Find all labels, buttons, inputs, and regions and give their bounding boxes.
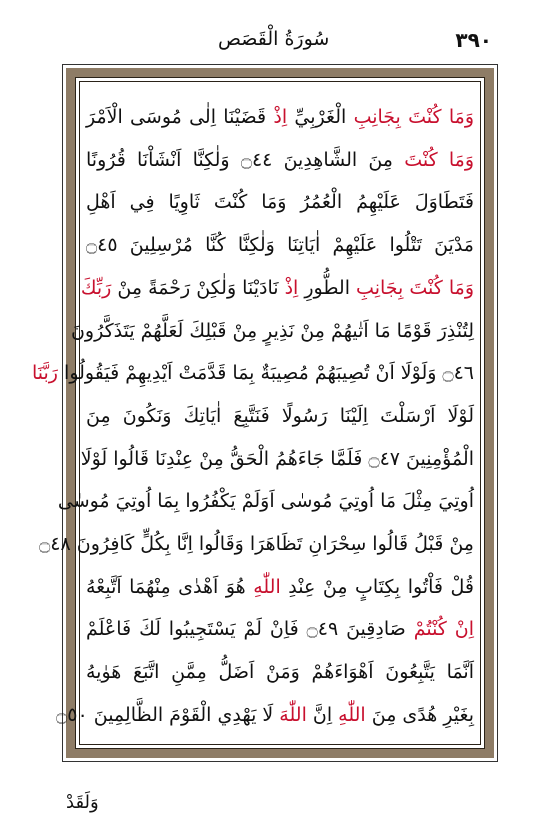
text-line	[86, 137, 474, 183]
text-line	[86, 222, 474, 268]
text-line	[86, 179, 474, 225]
highlighted-word: وَمَا كُنْتَ بِجَانِبِ	[356, 276, 474, 299]
surah-title: سُورَةُ الْقَصَص	[218, 28, 330, 50]
text-line	[57, 478, 474, 524]
highlighted-word: اللّٰهِ	[338, 703, 366, 726]
verse-text: مَدْيَنَ تَتْلُوا عَلَيْهِمْ اٰيَاتِنَا وَلٰكِنَّا كُنَّا مُرْسِلِينَ ۝٤٥	[86, 234, 474, 257]
verse-text: ۝٤٦ وَلَوْلَا اَنْ تُصِيبَهُمْ مُصِيبَةٌ بِمَا قَدَّمَتْ اَيْدِيهِمْ فَيَقُولُوا	[58, 362, 474, 385]
verse-text: لِتُنْذِرَ قَوْمًا مَا اَتٰيهُمْ مِنْ نَذِيرٍ مِنْ قَبْلِكَ لَعَلَّهُمْ يَتَذَكَّرُونَ	[70, 319, 474, 342]
verse-text: لَا يَهْدِي الْقَوْمَ الظَّالِمِينَ ۝٥٠	[56, 703, 280, 726]
highlighted-word: وَمَا كُنْتَ بِجَانِبِ	[353, 106, 474, 128]
highlighted-word: اللّٰهَ	[279, 703, 307, 726]
verse-text: الطُّورِ	[298, 276, 357, 299]
text-line	[86, 393, 474, 439]
text-line	[86, 564, 474, 610]
verse-text: اُوتِيَ مِثْلَ مَا اُوتِيَ مُوسٰى اَوَلَمْ يَكْفُرُوا بِمَا اُوتِيَ مُوسٰى	[57, 490, 474, 513]
page-number: ٣٩٠	[455, 28, 492, 52]
verse-text: اِنَّ	[306, 703, 339, 726]
highlighted-word: رَبِّكَ	[80, 276, 112, 299]
text-line	[86, 94, 474, 140]
highlighted-word: اللّٰهِ	[253, 575, 281, 598]
text-line	[86, 649, 474, 695]
text-line	[70, 308, 474, 354]
text-line	[80, 265, 474, 311]
highlighted-word: وَمَا كُنْتَ	[404, 148, 474, 171]
verse-text: نَادَيْنَا وَلٰكِنْ رَحْمَةً مِنْ	[111, 276, 285, 299]
verse-text: لَوْلَا اَرْسَلْتَ اِلَيْنَا رَسُولًا فَنَتَّبِعَ اٰيَاتِكَ وَنَكُونَ مِنَ	[86, 404, 474, 427]
text-line	[32, 350, 474, 396]
verse-text: صَادِقِينَ ۝٤٩ فَاِنْ لَمْ يَسْتَجِيبُوا لَكَ فَاعْلَمْ	[86, 618, 414, 641]
verse-text: مِنْ قَبْلُ قَالُوا سِحْرَانِ تَظَاهَرَا وَقَالُوا اِنَّا بِكُلٍّ كَافِرُونَ ۝٤٨	[39, 533, 474, 555]
highlighted-word: اِذْ	[273, 106, 288, 128]
verse-text: الْمُؤْمِنِينَ ۝٤٧ فَلَمَّا جَاءَهُمُ الْحَقُّ مِنْ عِنْدِنَا قَالُوا لَوْلَا	[80, 447, 474, 470]
verse-text: مِنَ الشَّاهِدِينَ ۝٤٤ وَلٰكِنَّا اَنْشَاْنَا قُرُونًا	[86, 148, 405, 171]
verse-text: فَتَطَاوَلَ عَلَيْهِمُ الْعُمُرُ وَمَا كُنْتَ ثَاوِيًا فِي اَهْلِ	[86, 191, 474, 214]
text-line	[39, 521, 474, 567]
catchword: وَلَقَدْ	[66, 792, 99, 813]
quran-text-body	[32, 96, 474, 736]
verse-text: بِغَيْرِ هُدًى مِنَ	[365, 703, 474, 726]
verse-text: الْغَرْبِيِّ	[287, 106, 354, 128]
verse-text: هُوَ اَهْدٰى مِنْهُمَا اَتَّبِعْهُ	[86, 575, 254, 598]
text-line	[56, 692, 474, 738]
verse-text: اَنَّمَا يَتَّبِعُونَ اَهْوَاءَهُمْ وَمَنْ اَضَلُّ مِمَّنِ اتَّبَعَ هَوٰيهُ	[86, 661, 474, 684]
highlighted-word: اِنْ كُنْتُمْ	[413, 618, 474, 641]
text-line	[80, 436, 474, 482]
verse-text: قَضَيْنَا اِلٰى مُوسَى الْاَمْرَ	[86, 106, 274, 128]
page-header	[58, 28, 492, 58]
text-line	[86, 606, 474, 652]
highlighted-word: رَبَّنَا	[32, 362, 58, 385]
verse-text: قُلْ فَاْتُوا بِكِتَابٍ مِنْ عِنْدِ	[280, 575, 474, 598]
highlighted-word: اِذْ	[284, 276, 299, 299]
